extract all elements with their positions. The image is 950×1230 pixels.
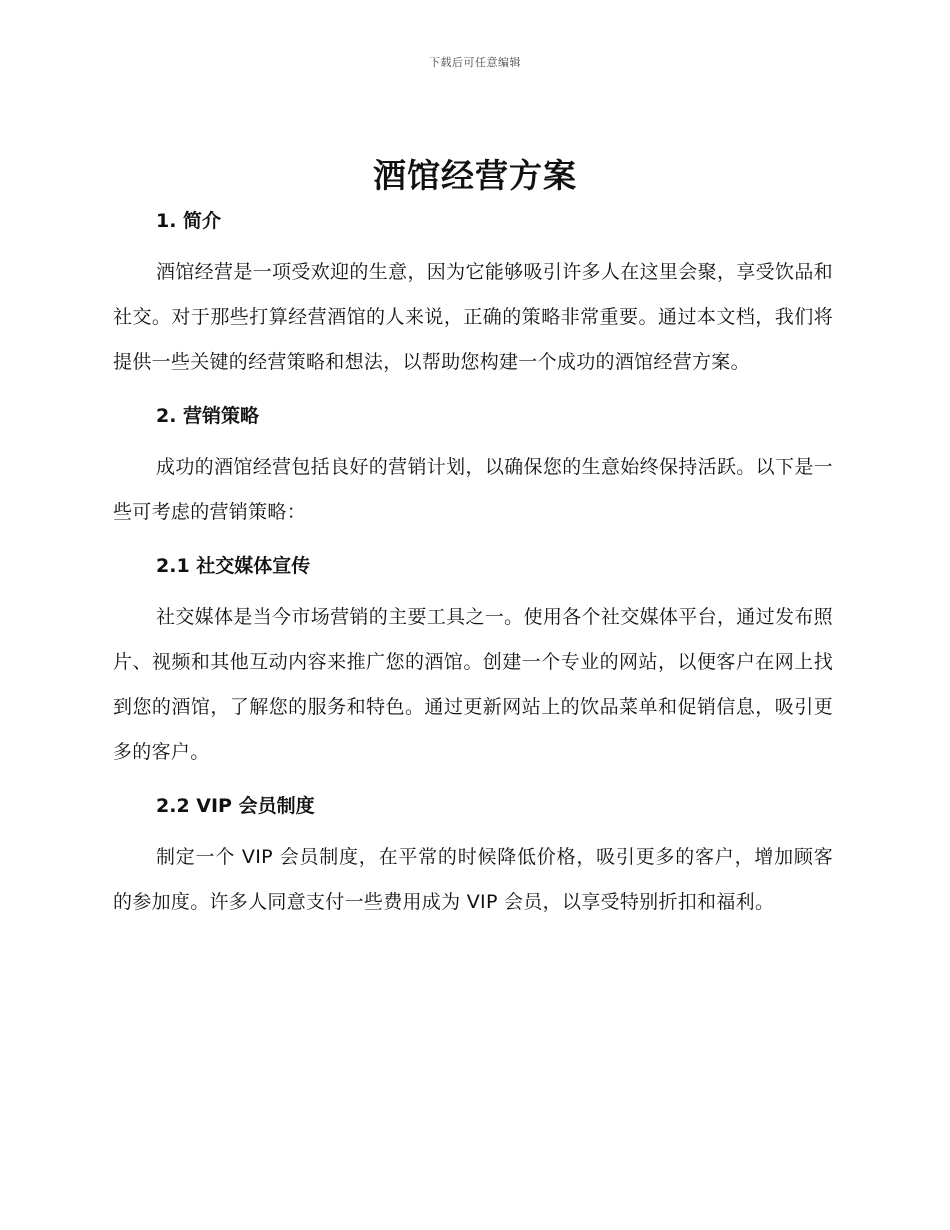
section-heading: 2. 营销策略 [156,405,260,427]
section-heading: 2.2 VIP 会员制度 [156,795,315,817]
section-paragraph: 成功的酒馆经营包括良好的营销计划，以确保您的生意始终保持活跃。以下是一些可考虑的营销策略： [113,456,833,523]
section-paragraph: 制定一个 VIP 会员制度，在平常的时候降低价格，吸引更多的客户，增加顾客的参加度。许多人同意支付一些费用成为 VIP 会员，以享受特别折扣和福利。 [113,846,833,913]
header-note: 下载后可任意编辑 [429,56,521,69]
section-heading: 2.1 社交媒体宣传 [156,555,311,577]
section-marketing-strategy [113,397,833,535]
section-paragraph: 酒馆经营是一项受欢迎的生意，因为它能够吸引许多人在这里会聚，享受饮品和社交。对于那些打算经营酒馆的人来说，正确的策略非常重要。通过本文档，我们将提供一些关键的经营策略和想法，以帮助您构建一个成功的酒馆经营方案。 [113,261,833,373]
section-heading: 1. 简介 [156,210,222,232]
section-paragraph: 社交媒体是当今市场营销的主要工具之一。使用各个社交媒体平台，通过发布照片、视频和其他互动内容来推广您的酒馆。创建一个专业的网站，以便客户在网上找到您的酒馆，了解您的服务和特色。通过更新网站上的饮品菜单和促销信息，吸引更多的客户。 [113,606,833,763]
section-social-media [113,547,833,775]
document-title: 酒馆经营方案 [373,156,577,195]
document-body [113,202,833,925]
section-intro [113,202,833,385]
section-vip-membership [113,787,833,925]
